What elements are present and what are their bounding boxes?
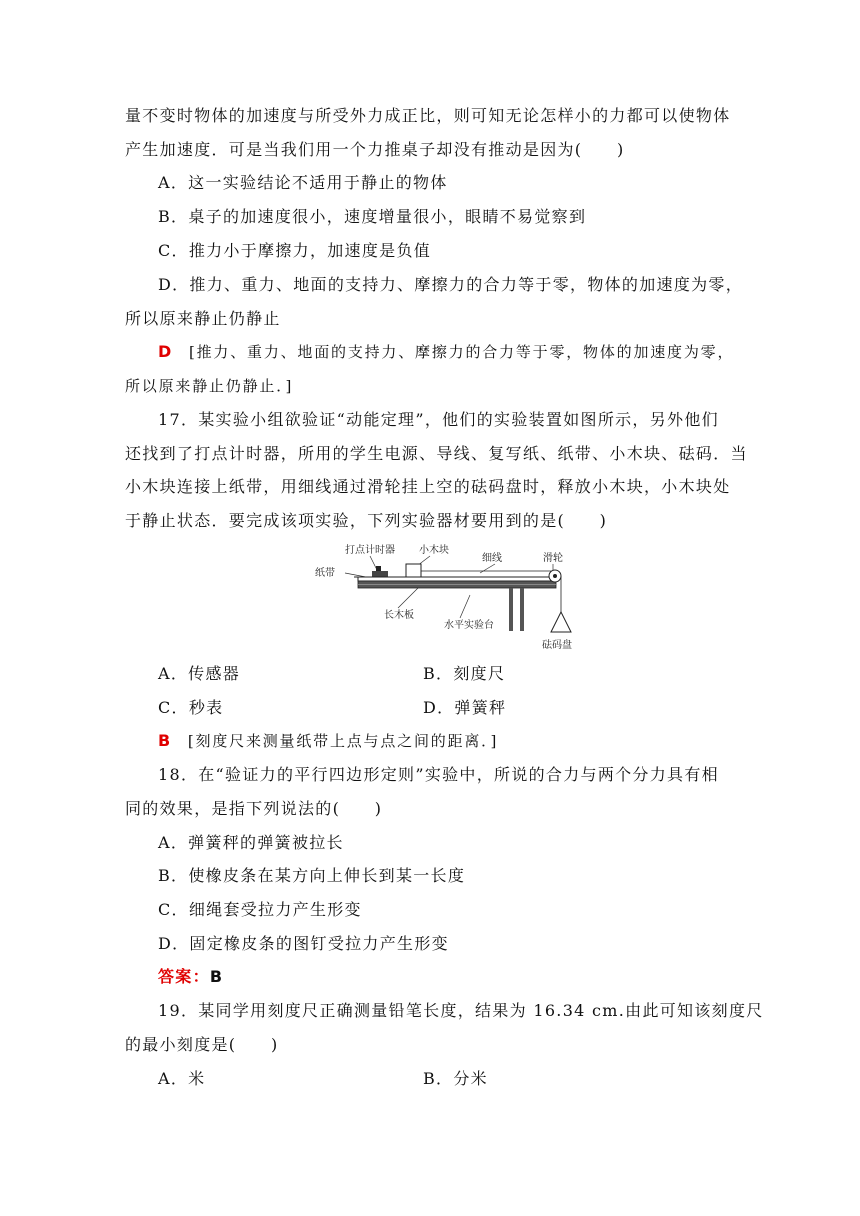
q18-option-b: B．使橡皮条在某方向上伸长到某一长度: [158, 866, 466, 885]
timer-shape: [372, 571, 388, 577]
board-shape: [358, 577, 552, 581]
q19-option-b: B．分米: [423, 1069, 488, 1088]
block-shape: [406, 564, 421, 577]
label-table: 水平实验台: [444, 620, 494, 631]
q16-answer-letter: D: [158, 342, 173, 361]
q16-option-d-line2: 所以原来静止仍静止: [125, 309, 281, 328]
q16-explanation-line1: [推力、重力、地面的支持力、摩擦力的合力等于零，物体的加速度为零，: [188, 343, 735, 361]
q19-option-a: A．米: [158, 1069, 206, 1088]
q16-answer-block: [158, 342, 734, 362]
q17-stem-line4: 于静止状态．要完成该项实验，下列实验器材要用到的是( ): [125, 511, 608, 530]
label-pulley: 滑轮: [543, 553, 563, 564]
q18-option-a: A．弹簧秤的弹簧被拉长: [158, 833, 344, 852]
q16-option-d-line1: D．推力、重力、地面的支持力、摩擦力的合力等于零，物体的加速度为零，: [158, 275, 744, 294]
label-string: 细线: [482, 553, 502, 564]
label-timer: 打点计时器: [345, 545, 395, 556]
experiment-apparatus-figure: [310, 540, 580, 652]
q16-explanation-line2: 所以原来静止仍静止．]: [125, 377, 294, 395]
q19-stem-line1: 19．某同学用刻度尺正确测量铅笔长度，结果为 16.34 cm.由此可知该刻度尺: [158, 1001, 764, 1020]
q18-stem-line1: 18．在“验证力的平行四边形定则”实验中，所说的合力与两个分力具有相: [158, 765, 719, 784]
q16-option-c: C．推力小于摩擦力，加速度是负值: [158, 241, 432, 260]
q19-stem-line2: 的最小刻度是( ): [125, 1035, 279, 1054]
q16-stem-line1: 量不变时物体的加速度与所受外力成正比，则可知无论怎样小的力都可以使物体: [125, 106, 731, 125]
q16-stem-line2: 产生加速度．可是当我们用一个力推桌子却没有推动是因为( ): [125, 140, 625, 159]
q16-option-b: B．桌子的加速度很小，速度增量很小，眼睛不易觉察到: [158, 207, 587, 226]
q18-stem-line2: 同的效果，是指下列说法的( ): [125, 799, 383, 818]
label-block: 小木块: [419, 545, 449, 556]
q17-option-b: B．刻度尺: [423, 664, 506, 683]
q18-answer-letter: B: [209, 967, 224, 986]
label-board: 长木板: [384, 610, 414, 621]
label-tape: 纸带: [315, 568, 335, 579]
q17-explanation: [刻度尺来测量纸带上点与点之间的距离．]: [187, 732, 499, 750]
q16-option-a: A．这一实验结论不适用于静止的物体: [158, 173, 448, 192]
q17-answer-letter: B: [158, 731, 172, 750]
q18-answer-block: [158, 967, 223, 987]
q17-option-d: D．弹簧秤: [423, 698, 507, 717]
q18-option-c: C．细绳套受拉力产生形变: [158, 900, 362, 919]
q17-stem-line3: 小木块连接上纸带，用细线通过滑轮挂上空的砝码盘时，释放小木块，小木块处: [125, 477, 731, 496]
q17-option-c: C．秒表: [158, 698, 224, 717]
q17-stem-line1: 17．某实验小组欲验证“动能定理”，他们的实验装置如图所示，另外他们: [158, 410, 719, 429]
q17-option-a: A．传感器: [158, 664, 241, 683]
q17-stem-line2: 还找到了打点计时器，所用的学生电源、导线、复写纸、纸带、小木块、砝码．当: [125, 444, 748, 463]
q18-option-d: D．固定橡皮条的图钉受拉力产生形变: [158, 934, 449, 953]
q18-answer-label: 答案：: [158, 967, 210, 986]
q17-answer-block: [158, 731, 498, 751]
tray-shape: [551, 612, 571, 632]
label-tray: 砝码盘: [542, 640, 572, 651]
